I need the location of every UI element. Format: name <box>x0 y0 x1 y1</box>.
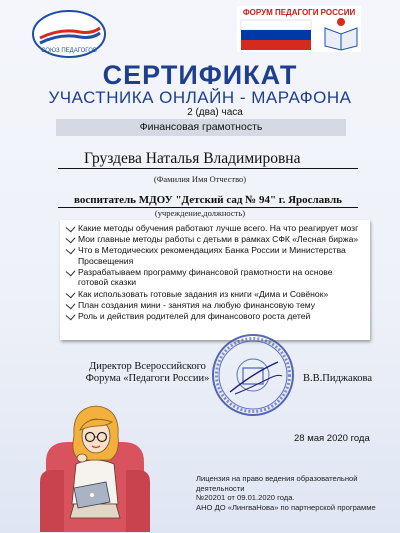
duration-hours: 2 (два) часа <box>187 107 243 118</box>
certificate-subtitle: УЧАСТНИКА ОНЛАЙН - МАРАФОНА <box>48 88 352 107</box>
list-item: Как использовать готовые задания из книги «Дима и Совёнок» <box>66 289 364 300</box>
forum-logo <box>237 6 361 52</box>
forum-logo-title: ФОРУМ ПЕДАГОГИ РОССИИ <box>242 8 356 17</box>
license-line: Лицензия на право ведения образовательной деятельности <box>196 474 358 493</box>
position-caption: (учреждение,должность) <box>154 208 246 218</box>
teacher-illustration <box>40 392 150 533</box>
participant-name: Груздева Наталья Владимировна <box>58 150 358 169</box>
program-topics-list <box>66 223 364 321</box>
list-item: Что в Методических рекомендациях Банка России и Министерства Просвещения <box>66 245 364 266</box>
list-item: Разрабатываем программу финансовой грамотности на основе готовой сказки <box>66 267 364 288</box>
topic-banner: Финансовая грамотность <box>56 119 346 136</box>
license-line: №20201 от 09.01.2020 года. <box>196 493 295 503</box>
official-seal <box>210 332 296 418</box>
union-logo-text: СОЮЗ ПЕДАГОГОВ <box>41 48 97 54</box>
director-title: Директор Всероссийского Форума «Педагоги России» <box>85 361 210 384</box>
participant-position: воспитатель МДОУ "Детский сад № 94" г. Ярославль <box>58 193 358 208</box>
list-item: Роль и действия родителей для финансового роста детей <box>66 311 364 322</box>
union-logo <box>30 8 108 60</box>
list-item: Мои главные методы работы с детьми в рамках СФК «Лесная биржа» <box>66 234 364 245</box>
issue-date: 28 мая 2020 года <box>294 433 370 444</box>
name-caption: (Фамилия Имя Отчество) <box>153 174 247 184</box>
list-item: Какие методы обучения работают лучше всего. На что реагирует мозг <box>66 223 364 234</box>
certificate-title: СЕРТИФИКАТ <box>102 60 298 90</box>
license-line: АНО ДО «ЛингваНова» по партнерской программе <box>196 502 376 512</box>
program-topics-box <box>60 220 370 340</box>
signer-name: В.В.Пиджакова <box>303 373 373 384</box>
license-info <box>196 474 396 512</box>
list-item: План создания мини - занятия на любую финансовую тему <box>66 300 364 311</box>
